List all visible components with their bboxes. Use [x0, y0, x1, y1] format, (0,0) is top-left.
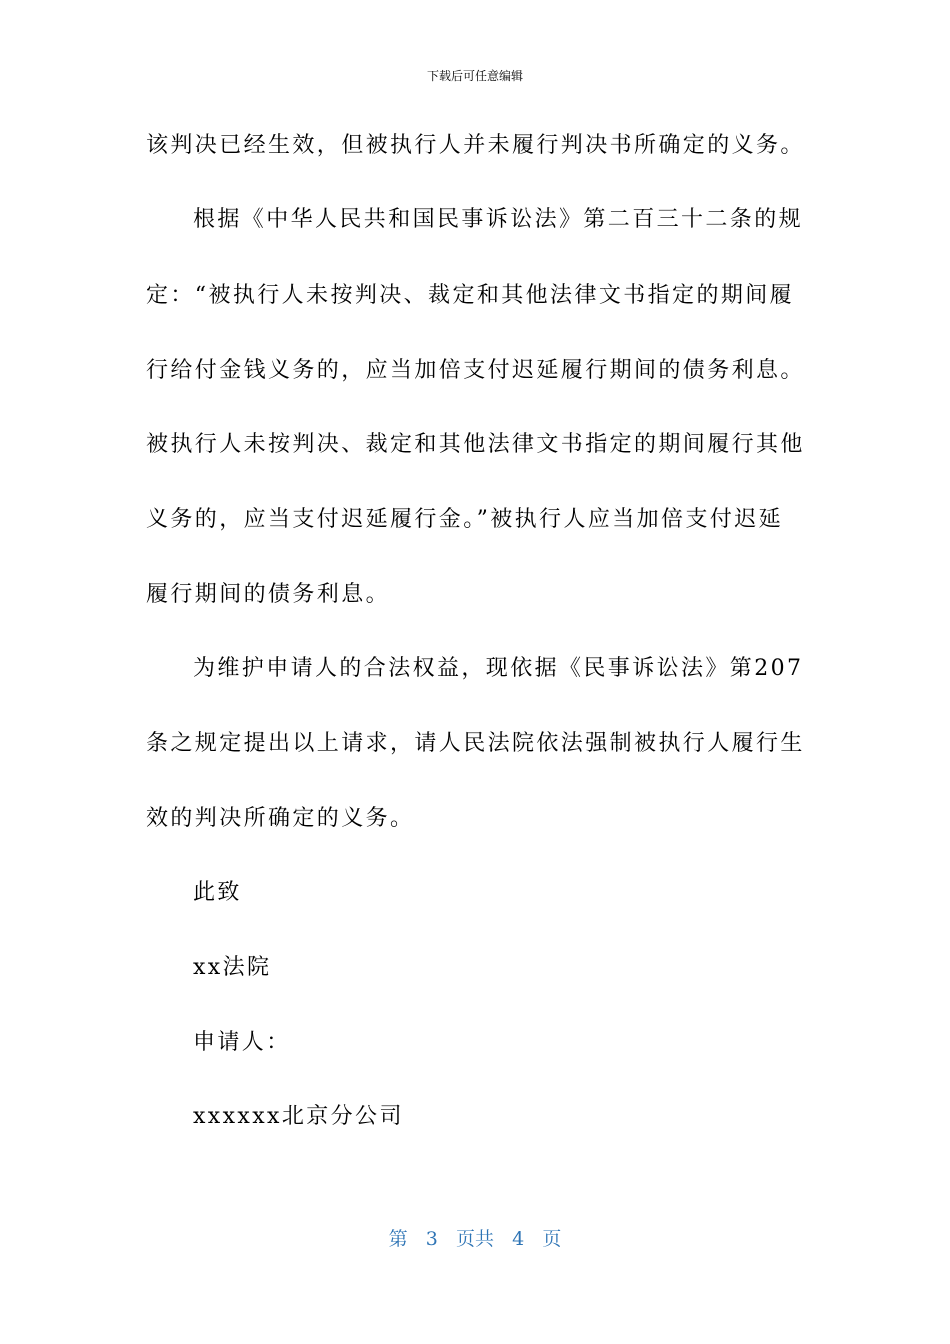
closing-salutation: 此致 — [193, 880, 242, 905]
footer-middle: 页共 — [455, 1228, 494, 1250]
paragraph-line: 该判决已经生效，但被执行人并未履行判决书所确定的义务。 — [146, 133, 805, 158]
paragraph-line: 行给付金钱义务的，应当加倍支付迟延履行期间的债务利息。 — [146, 358, 805, 383]
page-header: 下载后可任意编辑 — [426, 69, 523, 83]
paragraph-line: 履行期间的债务利息。 — [146, 582, 391, 607]
paragraph-line: 为维护申请人的合法权益，现依据《民事诉讼法》第207 — [193, 656, 804, 681]
recipient-court: xx法院 — [193, 955, 272, 980]
paragraph-line: 条之规定提出以上请求，请人民法院依法强制被执行人履行生 — [146, 731, 805, 756]
paragraph-line: 被执行人未按判决、裁定和其他法律文书指定的期间履行其他 — [146, 432, 805, 457]
footer-current-page: 3 — [425, 1228, 438, 1250]
paragraph-line: 根据《中华人民共和国民事诉讼法》第二百三十二条的规 — [193, 207, 804, 232]
applicant-label: 申请人： — [193, 1030, 291, 1055]
footer-prefix: 第 — [388, 1228, 408, 1250]
paragraph-line: 效的判决所确定的义务。 — [146, 806, 415, 831]
page-footer — [0, 1226, 950, 1252]
paragraph-line: 定：“被执行人未按判决、裁定和其他法律文书指定的期间履 — [146, 283, 795, 308]
footer-total-pages: 4 — [512, 1228, 525, 1250]
applicant-name: xxxxxx北京分公司 — [193, 1104, 404, 1129]
footer-suffix: 页 — [542, 1228, 562, 1250]
paragraph-line: 义务的，应当支付迟延履行金。”被执行人应当加倍支付迟延 — [146, 507, 784, 532]
